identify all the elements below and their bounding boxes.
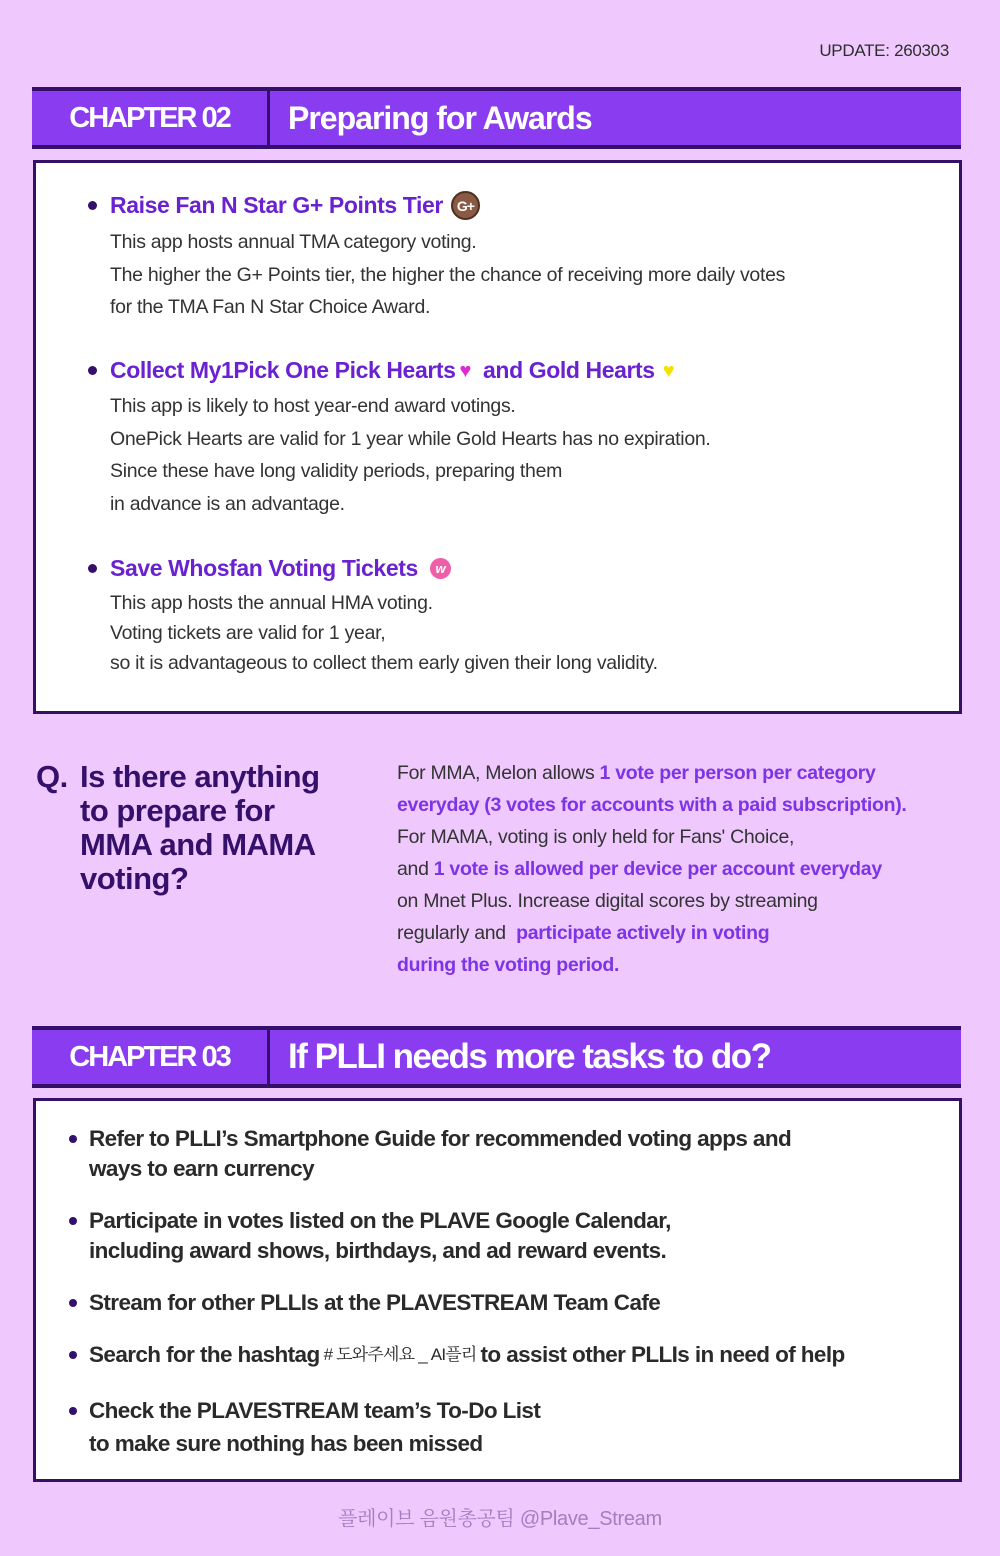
question-line: to prepare for	[80, 793, 275, 828]
task-text: to make sure nothing has been missed	[89, 1431, 483, 1456]
item-heading-text-2: and Gold Hearts	[483, 357, 655, 383]
chapter-02-title: Preparing for Awards	[288, 99, 592, 136]
answer-text-plain: For MAMA, voting is only held for Fans' Choice,	[397, 826, 795, 848]
description-line: Since these have long validity periods, preparing them	[110, 460, 563, 482]
bullet-icon	[69, 1351, 77, 1359]
chapter-02-label: CHAPTER 02	[32, 91, 270, 145]
answer-highlight: everyday (3 votes for accounts with a paid subscription).	[397, 794, 907, 816]
item-heading-text: Raise Fan N Star G+ Points Tier	[110, 192, 443, 218]
description-line: This app hosts the annual HMA voting.	[110, 592, 433, 614]
task-item-google-calendar	[69, 1206, 671, 1266]
question-line: MMA and MAMA	[80, 827, 316, 862]
gold-heart-icon: ♥	[662, 359, 675, 382]
item-heading-text: Collect My1Pick One Pick Hearts	[110, 357, 456, 383]
description-line: The higher the G+ Points tier, the higher the chance of receiving more daily votes	[110, 263, 786, 286]
pink-heart-icon: ♥	[459, 359, 472, 382]
bullet-icon	[88, 201, 97, 210]
item-heading	[88, 191, 785, 220]
description-line: Voting tickets are valid for 1 year,	[110, 622, 386, 644]
item-heading-text: Save Whosfan Voting Tickets	[110, 555, 418, 581]
update-date: UPDATE: 260303	[819, 41, 949, 60]
answer-text	[397, 757, 907, 981]
bullet-icon	[69, 1407, 77, 1415]
answer-highlight: 1 vote per person per category	[599, 762, 876, 784]
task-item-smartphone-guide	[69, 1124, 791, 1184]
description-line: for the TMA Fan N Star Choice Award.	[110, 296, 431, 318]
task-text: Participate in votes listed on the PLAVE Google Calendar,	[89, 1208, 671, 1233]
task-item-hashtag	[69, 1340, 845, 1370]
footer-credit: 플레이브 음원총공팀 @Plave_Stream	[338, 1508, 662, 1530]
task-text: Check the PLAVESTREAM team’s To-Do List	[89, 1398, 541, 1423]
task-text: including award shows, birthdays, and ad reward events.	[89, 1238, 667, 1263]
bullet-icon	[88, 366, 97, 375]
answer-highlight: during the voting period.	[397, 954, 620, 976]
chapter-03-title: If PLLI needs more tasks to do?	[288, 1037, 771, 1076]
task-text: Stream for other PLLIs at the PLAVESTREAM Team Cafe	[89, 1290, 661, 1315]
bullet-icon	[69, 1299, 77, 1307]
chapter-02-content-box	[33, 160, 962, 714]
task-text: Refer to PLLI’s Smartphone Guide for recommended voting apps and	[89, 1126, 792, 1151]
answer-highlight: 1 vote is allowed per device per account everyday	[433, 858, 882, 880]
task-text: to assist other PLLIs in need of help	[480, 1342, 845, 1367]
task-item-todo-list	[69, 1394, 540, 1460]
description-line: OnePick Hearts are valid for 1 year while Gold Hearts has no expiration.	[110, 427, 711, 450]
answer-text-plain: on Mnet Plus. Increase digital scores by streaming	[397, 890, 818, 912]
item-heading	[88, 357, 711, 384]
item-description	[110, 226, 785, 324]
description-line: in advance is an advantage.	[110, 492, 345, 515]
task-text: ways to earn currency	[89, 1156, 315, 1181]
item-description	[110, 588, 658, 678]
item-whosfan	[88, 555, 658, 678]
item-description	[110, 390, 711, 520]
chapter-03-label: CHAPTER 03	[32, 1030, 270, 1084]
question-line: Is there anything	[80, 759, 320, 794]
question-heading	[36, 760, 320, 896]
answer-text-plain: regularly and	[397, 922, 511, 944]
bullet-icon	[69, 1135, 77, 1143]
description-line: This app hosts annual TMA category voting.	[110, 231, 477, 253]
whosfan-icon: w	[430, 558, 451, 579]
chapter-02-header	[32, 87, 961, 149]
answer-highlight: participate actively in voting	[516, 922, 770, 944]
item-heading	[88, 555, 658, 582]
item-my1pick	[88, 357, 711, 520]
task-item-team-cafe	[69, 1288, 660, 1318]
chapter-03-header	[32, 1026, 961, 1088]
hashtag-text: # 도와주세요 _ AI플리	[323, 1345, 477, 1364]
description-line: so it is advantageous to collect them early given their long validity.	[110, 652, 658, 674]
answer-text-plain: For MMA, Melon allows	[397, 762, 600, 784]
bullet-icon	[69, 1217, 77, 1225]
bullet-icon	[88, 564, 97, 573]
task-text: Search for the hashtag	[89, 1342, 320, 1367]
question-line: voting?	[80, 861, 189, 896]
answer-text-plain: and	[397, 858, 434, 880]
item-fan-n-star	[88, 191, 785, 324]
question-prefix: Q.	[36, 759, 68, 794]
gplus-icon: G+	[451, 191, 480, 220]
description-line: This app is likely to host year-end award votings.	[110, 395, 516, 417]
chapter-03-content-box	[33, 1098, 962, 1482]
